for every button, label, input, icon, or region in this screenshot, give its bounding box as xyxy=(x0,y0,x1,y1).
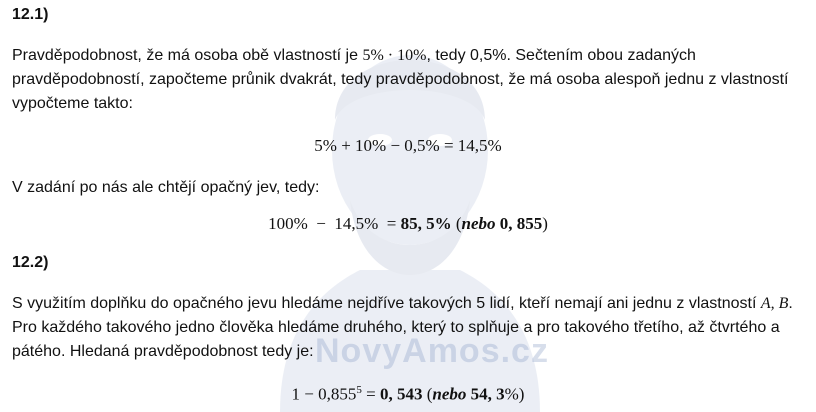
equals: = xyxy=(361,384,380,404)
equation-3-word: nebo xyxy=(432,384,467,404)
equation-2-alt-value: 0, 855 xyxy=(495,214,543,233)
text-segment: , tedy 0,5%. Sečtením obou zadaných pravděpodobností, započteme průnik dvakrát, tedy pravděpodobnost, že má osoba alespoň jednu z vlastností vypočteme takto: xyxy=(12,47,789,112)
equation-3-base: 1 − 0,855 xyxy=(291,384,357,404)
section-heading-12-1: 12.1) xyxy=(12,6,49,23)
text-segment: Pravděpodobnost, že má osoba obě vlastností je xyxy=(12,47,363,64)
paren: ( xyxy=(422,384,433,404)
equation-2-word: nebo xyxy=(461,214,496,233)
section-12-2-paragraph-1 xyxy=(12,292,812,364)
equation-3-exponent: 5 xyxy=(356,384,362,396)
paren: ) xyxy=(518,384,525,404)
equation-3-alt-value: 54, 3 xyxy=(466,384,505,404)
text-segment: . Pro každého takového jedno člověka hledáme druhého, který to splňuje a pro takového třetího, až čtvrtého a pátého. Hledaná pravděpodobnost tedy je: xyxy=(12,295,793,360)
section-12-1-paragraph-2: V zadání po nás ale chtějí opačný jev, tedy: xyxy=(12,179,320,196)
equation-2-plain: 100% − 14,5% = xyxy=(268,214,401,233)
text-segment: S využitím doplňku do opačného jevu hledáme nejdříve takových 5 lidí, kteří nemají ani jednu z vlastností xyxy=(12,295,761,312)
equation-2-result: 85, 5% xyxy=(400,214,452,233)
watermark-text: NovyAmos.cz xyxy=(315,332,549,370)
inline-math-vars: A, B xyxy=(760,295,789,312)
equation-2 xyxy=(0,214,816,234)
equation-3 xyxy=(0,384,816,405)
paren: ) xyxy=(542,214,548,233)
equation-1: 5% + 10% − 0,5% = 14,5% xyxy=(314,136,502,155)
paren: ( xyxy=(451,214,462,233)
section-heading-12-2: 12.2) xyxy=(12,254,49,271)
equation-3-result: 0, 543 xyxy=(379,384,423,404)
section-12-1-paragraph-1 xyxy=(12,44,812,116)
inline-math: 5% · 10% xyxy=(362,47,427,64)
percent: % xyxy=(504,384,519,404)
